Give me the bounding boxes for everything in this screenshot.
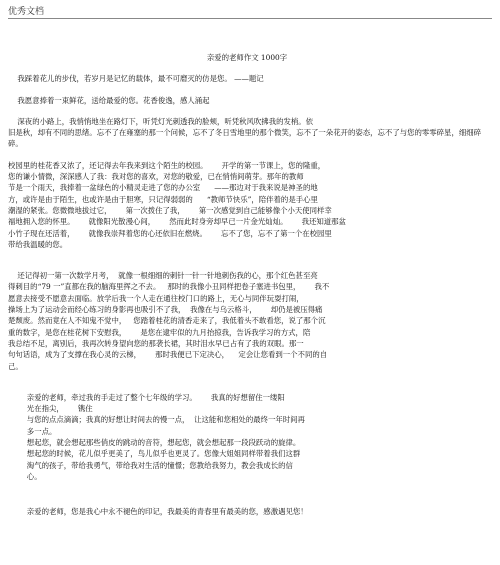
page-header: 优秀文档 [8, 7, 45, 17]
epigraph-paragraph: 我踩着花儿的步伐，若岁月是记忆的载体，最不可磨灭的仿是您。 ——题记 [8, 74, 264, 84]
essay-body [8, 52, 486, 518]
paragraph-campus-memory: 校园里的桂花香又浓了，还记得去年我来到这个陌生的校园。 开学的第一节课上，您的隆重， 您的谦小情微，深深感人了我：我对您的喜欢，对您的敬爱，已在悄悄间萌芽。那年的教师 节是一个雨天，我捧着一盆绿色的小精灵走进了您的办公室 ——那边对于我来说是神圣的地 方，或许是由于陌生，也或许是由于胆寒，只记得弱弱的 “教师节快乐”，陪伴着的是手心里 潮湿的紧张。您微微地拔过它， 第一次拨住了我， 第一次感觉到自己能够像个小天使同样幸 福地拥入您的怀里。 就像阳光散漫心间， 然而此时身旁却早已一片金光灿灿。 我还知道那盆 小竹子现在还活着， 就像我崇拜着您的心还依旧在燃烧。 忘不了您，忘不了第一个在校园里 带给我温暖的您。 [8, 160, 346, 249]
closing-paragraph: 亲爱的老师，您是我心中永不褪色的印记，我最美的青春里有最美的您，感激遇见您！ [8, 507, 308, 517]
paragraph-math-exam: 还记得初一第一次数学月考， 就像一根细细的刺针一针一针地刺伤我的心，那个红色甚至亮 得刺目的“79 一”直都在我的脑海里挥之不去。 那时的我像小丑同样把卷子塞进书包里， 我不 愿意去接受不愿意去面临。放学后我一个人走在通往校门口的路上，无心与同伴玩耍打闹， 操场上为了运动会而经心练习的身影再也吸引不了我， 我像在与乌云格斗， 却仍是被压得痛 楚颓废。然而竟在人不知鬼不觉中， 您踏着桂花的清香走来了，我低着头不敢看您，说了那个沉 重的数字，是您在桂花树下安慰我， 是您在逮牢似的九月抬掠我，告诉我学习的方式，陪 我总结不足，离别后，我再次转身望向您的那袭长裙，其时泪水早已占有了我的双眼。那一 句句话语，成为了支撑在我心灵的云梯， 那时我便已下定决心， 定会让您看到一个不同的自 己。 [8, 271, 330, 371]
paragraph-gratitude: 亲爱的老师，牵过我的手走过了整个七年级的学习。 我真的好想留住一缕阳 光在指尖， 镌住 与您的点点滴滴；我真的好想让时间去的慢一点， 让这能和您相处的最终一年时间再 多一点。 想起您，就会想起那些俏皮的跳动的音符，想起您，就会想起那一段段跃动的旋律。 想起您的时候，花儿似乎更美了，鸟儿似乎也更灵了。您像大姐姐同样带着我们这群 淘气的孩子，带给我勇气，带给我对生活的憧憬；您教给我努力，教会我成长的信 心。 [26, 392, 305, 481]
paragraph-night-road: 深夜的小路上，我悄悄地坐在路灯下，听凭灯光刺透我的脸颊，听凭秋风吹拂我的发梢。依 旧是秋，却有不同的思绪。忘不了在雍塞的那一个问候，忘不了冬日雪地里的那个微笑，忘不了一朵花开的姿态，忘不了与您的零零碎星，细细碎碎。 [8, 116, 482, 149]
opening-paragraph: 我愿意捧着一束鲜花，送给最爱的您。花香俊逸，感人涌起 [8, 95, 210, 105]
essay-title: 亲爱的老师作文 1000字 [206, 53, 288, 62]
header-divider [8, 18, 492, 19]
